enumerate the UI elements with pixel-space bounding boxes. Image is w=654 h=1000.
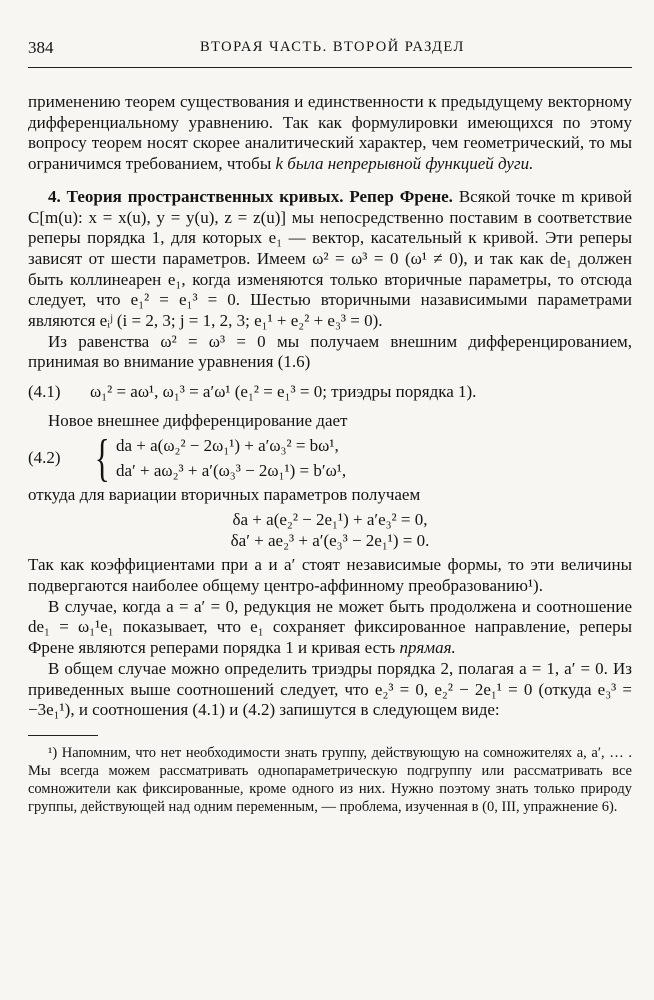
section-title: 4. Теория пространственных кривых. Репер Френе. xyxy=(48,186,453,206)
footnote: ¹) Напомним, что нет необходимости знать группу, действующую на сомножителях a, a′, … . Мы всегда можем рассматривать однопараметрическую подгруппу или рассматривать все сомножители как фиксированные, кроме одного из них. Нужно поэтому знать только природу группы, действующей над одним переменным, — проблема, изученная в (0, III, упражнение 6). xyxy=(28,744,632,815)
paragraph-5: откуда для вариации вторичных параметров получаем xyxy=(28,485,421,505)
equation-line: da + a(ω₂² − 2ω₁¹) + a′ω₃² = bω¹, xyxy=(116,435,339,455)
equation-4-2 xyxy=(28,429,632,487)
variation-equations xyxy=(28,510,632,551)
paragraph-4: Новое внешнее дифференцирование дает xyxy=(48,411,348,431)
equation-number: (4.2) xyxy=(28,448,61,468)
page-number: 384 xyxy=(28,38,54,57)
paragraph-6: Так как коэффициентами при a и a′ стоят независимые формы, то эти величины подвергаются наиболее общему центро-аффинному преобразованию¹). xyxy=(28,555,632,596)
equation-line: δa′ + ae₂³ + a′(e₃³ − 2e₁¹) = 0. xyxy=(230,530,430,550)
running-title: ВТОРАЯ ЧАСТЬ. ВТОРОЙ РАЗДЕЛ xyxy=(200,39,465,55)
footnote-rule xyxy=(28,735,98,736)
equation-4-1 xyxy=(28,377,632,407)
brace-symbol: { xyxy=(94,429,110,487)
page-header xyxy=(28,30,632,56)
equation-line: da′ + aω₂³ + a′(ω₃³ − 2ω₁¹) = b′ω¹, xyxy=(116,460,347,480)
equation-number: (4.1) xyxy=(28,381,61,401)
equation-body: ω₁² = aω¹, ω₁³ = a′ω¹ (e₁² = e₁³ = 0; триэдры порядка 1). xyxy=(90,381,477,401)
header-rule xyxy=(28,67,632,68)
page xyxy=(28,30,632,815)
equation-line: δa + a(e₂² − 2e₁¹) + a′e₃² = 0, xyxy=(232,509,428,529)
paragraph-3: Из равенства ω² = ω³ = 0 мы получаем внешним дифференцированием, принимая во внимание уравнения (1.6) xyxy=(28,331,632,372)
paragraph-1: применению теорем существования и единственности к предыдущему векторному дифференциальному уравнению. Так как формулировки имеющихся по этому вопросу теорем носят скорее аналитический характер, чем геометрический, то мы ограничимся требованием, чтобы k была непрерывной функцией дуги. xyxy=(28,92,632,174)
section-4-paragraph: 4. Теория пространственных кривых. Репер Френе. Всякой точке m кривой C[m(u): x = x(u), y = y(u), z = z(u)] мы непосредственно поставим в соответствие реперы порядка 1, для которых e₁ — вектор, касательный к кривой. Эти реперы зависят от шести параметров. Имеем ω² = ω³ = 0 (ω¹ ≠ 0), и так как de₁ должен быть коллинеарен e₁, когда изменяются только вторичные параметры, то отсюда следует, что e₁² = e₁³ = 0. Шестью вторичными назависимыми параметрами являются eᵢʲ (i = 2, 3; j = 1, 2, 3; e₁¹ + e₂² + e₃³ = 0). xyxy=(28,186,632,331)
main-text xyxy=(28,92,632,816)
paragraph-7: В случае, когда a = a′ = 0, редукция не может быть продолжена и соотношение de₁ = ω₁¹e₁ показывает, что e₁ сохраняет фиксированное направление, реперы Френе являются реперами порядка 1 и кривая есть прямая. xyxy=(28,596,632,658)
paragraph-8: В общем случае можно определить триэдры порядка 2, полагая a = 1, a′ = 0. Из приведенных выше соотношений следует, что e₂³ = 0, e₂² − 2e₁¹ = 0 (откуда e₃³ = −3e₁¹), и соотношения (4.1) и (4.2) запишутся в следующем виде: xyxy=(28,658,632,720)
